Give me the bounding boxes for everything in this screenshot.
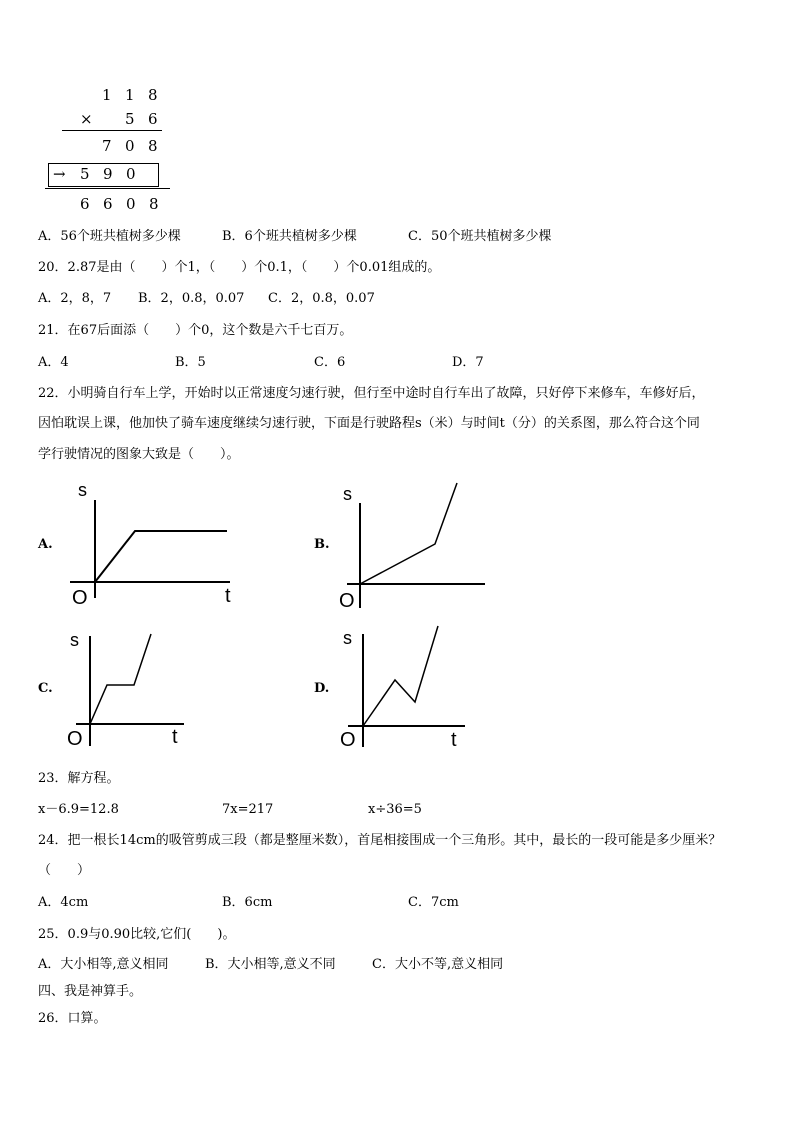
graph-c-origin: O xyxy=(67,728,83,748)
q20-option-b[interactable]: B．2，0.8，0.07 xyxy=(138,291,245,306)
vertical-multiplication xyxy=(40,82,180,217)
q22-stem-line3: 学行驶情况的图象大致是（ ）。 xyxy=(38,447,240,462)
mult-digit: 8 xyxy=(149,195,159,213)
graph-a-origin: O xyxy=(72,587,88,608)
q22-stem-line2: 因怕耽误上课，他加快了骑车速度继续匀速行驶，下面是行驶路程s（米）与时间t（分）的关系图，那么符合这个同 xyxy=(38,416,700,431)
graph-c-s-label: s xyxy=(70,630,79,650)
graph-d-label[interactable]: D. xyxy=(314,681,330,696)
graph-d-s-label: s xyxy=(343,628,352,648)
section-4-heading: 四、我是神算手。 xyxy=(38,984,143,999)
graph-b-curve xyxy=(360,483,457,584)
q19-option-c[interactable]: C．50个班共植树多少棵 xyxy=(408,229,552,244)
q23-equation-1: x－6.9=12.8 xyxy=(38,802,119,817)
mult-digit: 6 xyxy=(148,110,158,128)
q25-option-b[interactable]: B．大小相等,意义不同 xyxy=(205,957,336,972)
arrow-icon: → xyxy=(53,165,66,183)
mult-digit: 5 xyxy=(125,110,135,128)
mult-rule-2 xyxy=(45,188,170,189)
mult-digit: 0 xyxy=(126,165,136,183)
graph-a-t-label: t xyxy=(225,585,231,607)
graph-c-curve xyxy=(90,634,151,724)
q21-stem: 21．在67后面添（ ）个0，这个数是六千七百万。 xyxy=(38,323,353,338)
mult-digit: 8 xyxy=(148,137,158,155)
mult-digit: 0 xyxy=(126,195,136,213)
graph-d-curve xyxy=(363,626,438,726)
graph-a-s-label: s xyxy=(78,480,87,500)
graph-a-label[interactable]: A. xyxy=(38,537,53,552)
q24-stem-line2: （ ） xyxy=(38,863,91,878)
graph-c-t-label: t xyxy=(172,726,178,748)
q21-option-c[interactable]: C．6 xyxy=(314,355,346,370)
q23-equation-3: x÷36=5 xyxy=(368,802,422,817)
q20-option-c[interactable]: C．2，0.8，0.07 xyxy=(268,291,375,306)
mult-digit: 6 xyxy=(80,195,90,213)
graph-a-curve xyxy=(95,531,227,582)
q19-option-b[interactable]: B．6个班共植树多少棵 xyxy=(222,229,357,244)
q24-option-b[interactable]: B．6cm xyxy=(222,895,273,910)
graph-b-origin: O xyxy=(339,590,355,612)
graph-c[interactable] xyxy=(62,628,192,748)
mult-digit: 9 xyxy=(103,165,113,183)
q23-equation-2: 7x=217 xyxy=(222,802,274,817)
mult-digit: 0 xyxy=(125,137,135,155)
mult-rule-1 xyxy=(62,130,162,131)
q24-stem-line1: 24．把一根长14cm的吸管剪成三段（都是整厘米数），首尾相接围成一个三角形。其中，最长的一段可能是多少厘米？ xyxy=(38,833,722,848)
q26-stem: 26．口算。 xyxy=(38,1011,107,1026)
graph-b-label[interactable]: B. xyxy=(314,537,330,552)
q21-option-a[interactable]: A．4 xyxy=(38,355,69,370)
q25-option-c[interactable]: C．大小不等,意义相同 xyxy=(372,957,504,972)
q22-stem-line1: 22．小明骑自行车上学，开始时以正常速度匀速行驶，但行至中途时自行车出了故障，只好停下来修车，车修好后， xyxy=(38,386,705,401)
q24-option-a[interactable]: A．4cm xyxy=(38,895,89,910)
q24-option-c[interactable]: C．7cm xyxy=(408,895,459,910)
graph-c-label[interactable]: C. xyxy=(38,681,53,696)
mult-digit: 7 xyxy=(102,137,112,155)
graph-d[interactable] xyxy=(338,622,478,750)
mult-digit: 1 xyxy=(102,86,112,104)
multiply-sign: × xyxy=(80,110,93,128)
graph-d-origin: O xyxy=(340,729,356,750)
q20-stem: 20．2.87是由（ ）个1，（ ）个0.1，（ ）个0.01组成的。 xyxy=(38,260,441,275)
q25-stem: 25．0.9与0.90比较,它们( )。 xyxy=(38,927,236,942)
q23-stem: 23．解方程。 xyxy=(38,771,120,786)
graph-d-t-label: t xyxy=(451,729,457,750)
graph-b-s-label: s xyxy=(343,484,352,504)
mult-digit: 6 xyxy=(103,195,113,213)
q21-option-d[interactable]: D．7 xyxy=(452,355,484,370)
mult-digit: 5 xyxy=(80,165,90,183)
q19-option-a[interactable]: A．56个班共植树多少棵 xyxy=(38,229,181,244)
mult-digit: 8 xyxy=(148,86,158,104)
q21-option-b[interactable]: B．5 xyxy=(175,355,206,370)
q20-option-a[interactable]: A．2，8，7 xyxy=(38,291,112,306)
q25-option-a[interactable]: A．大小相等,意义相同 xyxy=(38,957,169,972)
graph-b[interactable] xyxy=(335,478,495,613)
mult-digit: 1 xyxy=(125,86,135,104)
graph-a[interactable] xyxy=(60,478,250,608)
